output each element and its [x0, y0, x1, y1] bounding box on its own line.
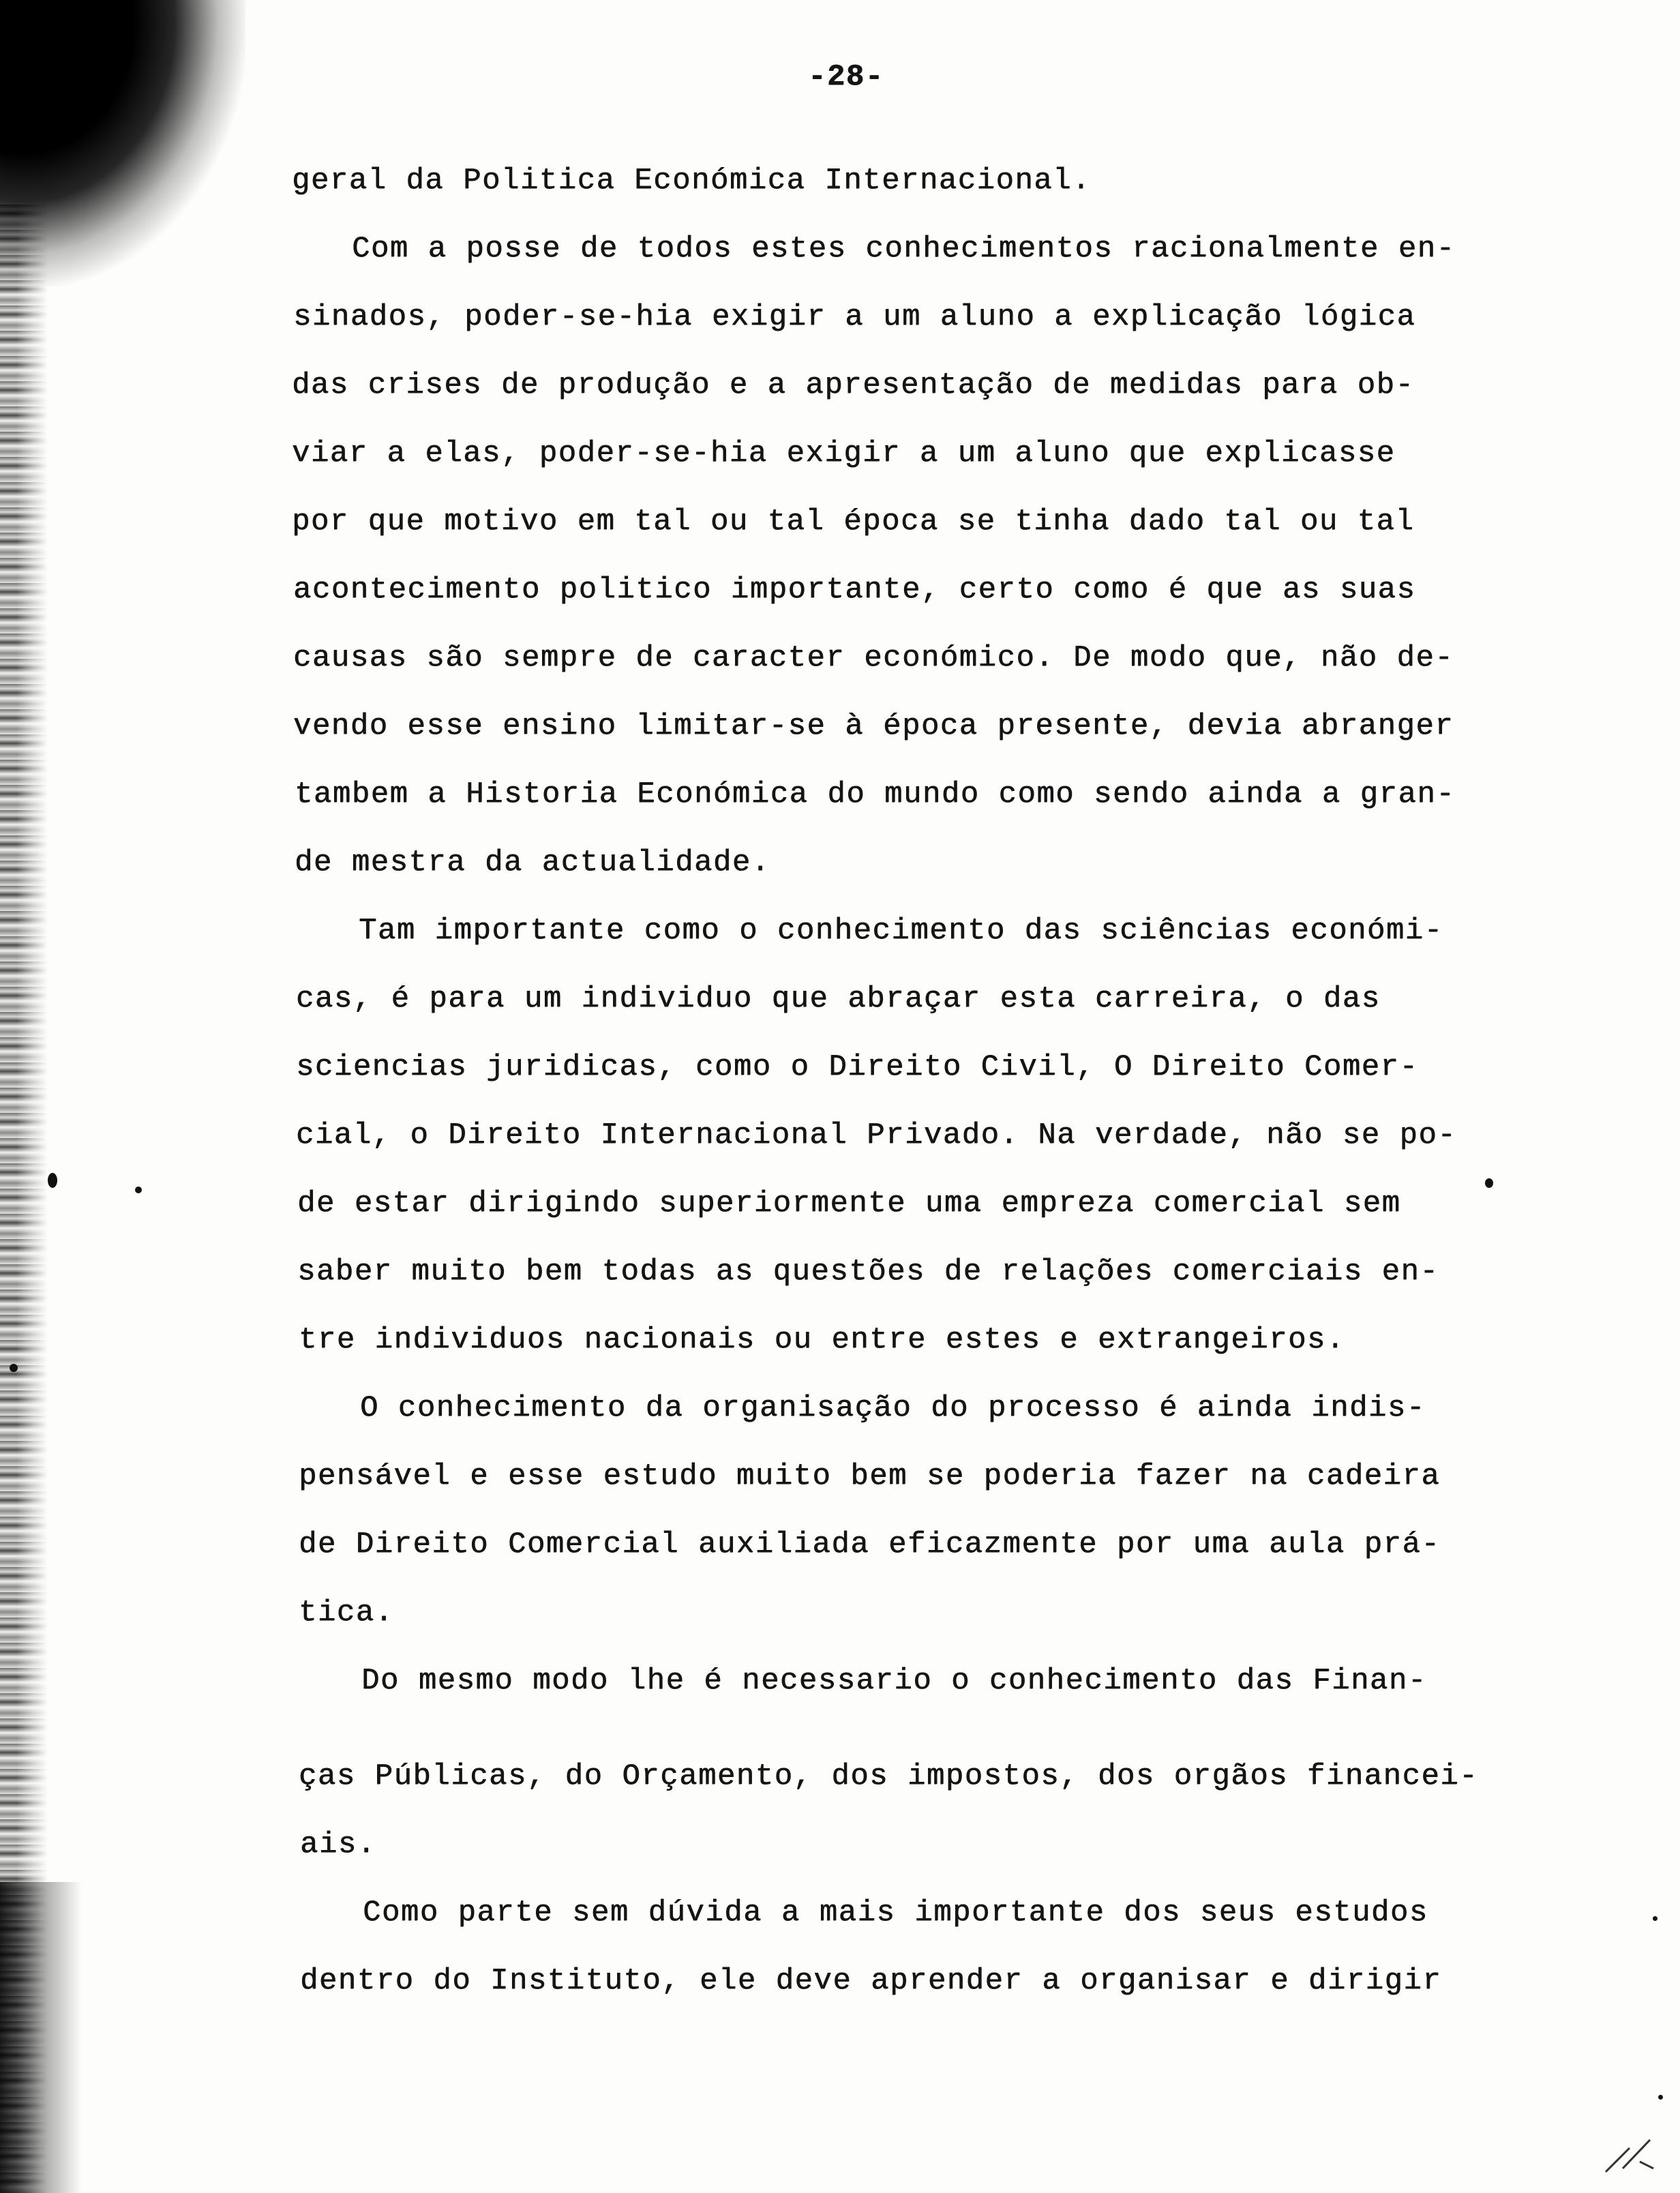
text-line: vendo esse ensino limitar-se à época presente, devia abranger: [293, 709, 1454, 743]
bottom-edge-shadow: [0, 1882, 82, 2193]
text-line: de Direito Comercial auxiliada eficazmente por uma aula prá-: [299, 1527, 1441, 1562]
text-line: Como parte sem dúvida a mais importante dos seus estudos: [363, 1896, 1428, 1930]
text-line: tambem a Historia Económica do mundo como sendo ainda a gran-: [295, 777, 1456, 811]
text-line: acontecimento politico importante, certo como é que as suas: [293, 573, 1416, 607]
text-line: sinados, poder-se-hia exigir a um aluno a explicação lógica: [293, 300, 1416, 334]
text-line: tica.: [299, 1596, 394, 1630]
text-line: ais.: [300, 1828, 376, 1862]
ink-speck: [48, 1173, 57, 1188]
text-line: Com a posse de todos estes conhecimentos racionalmente en-: [352, 232, 1456, 266]
text-line: causas são sempre de caracter económico. De modo que, não de-: [293, 641, 1454, 675]
ink-speck: [1658, 2095, 1663, 2100]
text-line: dentro do Instituto, ele deve aprender a organisar e dirigir: [300, 1964, 1442, 1998]
text-line: saber muito bem todas as questões de relações comerciais en-: [297, 1255, 1439, 1289]
text-line: Tam importante como o conhecimento das sciências económi-: [359, 914, 1443, 948]
pencil-mark: [1602, 2134, 1657, 2175]
text-line: pensável e esse estudo muito bem se poderia fazer na cadeira: [299, 1459, 1441, 1493]
page-number: -28-: [808, 60, 884, 94]
text-line: tre individuos nacionais ou entre estes e extrangeiros.: [299, 1323, 1345, 1357]
text-line: geral da Politica Económica Internacional.: [292, 164, 1091, 198]
text-line: Do mesmo modo lhe é necessario o conhecimento das Finan-: [361, 1664, 1427, 1698]
text-line: de mestra da actualidade.: [295, 846, 770, 880]
text-line: de estar dirigindo superiormente uma empreza comercial sem: [297, 1187, 1401, 1221]
text-line: por que motivo em tal ou tal época se tinha dado tal ou tal: [292, 505, 1415, 539]
text-line: cas, é para um individuo que abraçar esta carreira, o das: [296, 982, 1381, 1016]
text-line: ças Públicas, do Orçamento, dos impostos, dos orgãos financei-: [299, 1759, 1479, 1793]
text-line: cial, o Direito Internacional Privado. Na verdade, não se po-: [296, 1118, 1457, 1152]
text-line: viar a elas, poder-se-hia exigir a um aluno que explicasse: [292, 436, 1396, 471]
ink-speck: [135, 1187, 142, 1193]
text-line: das crises de produção e a apresentação de medidas para ob-: [292, 368, 1415, 402]
ink-speck: [1485, 1178, 1493, 1188]
ink-speck: [1653, 1916, 1657, 1921]
ink-speck: [10, 1364, 18, 1372]
text-line: O conhecimento da organisação do processo é ainda indis-: [360, 1391, 1426, 1425]
text-line: sciencias juridicas, como o Direito Civil, O Direito Comer-: [296, 1050, 1419, 1084]
